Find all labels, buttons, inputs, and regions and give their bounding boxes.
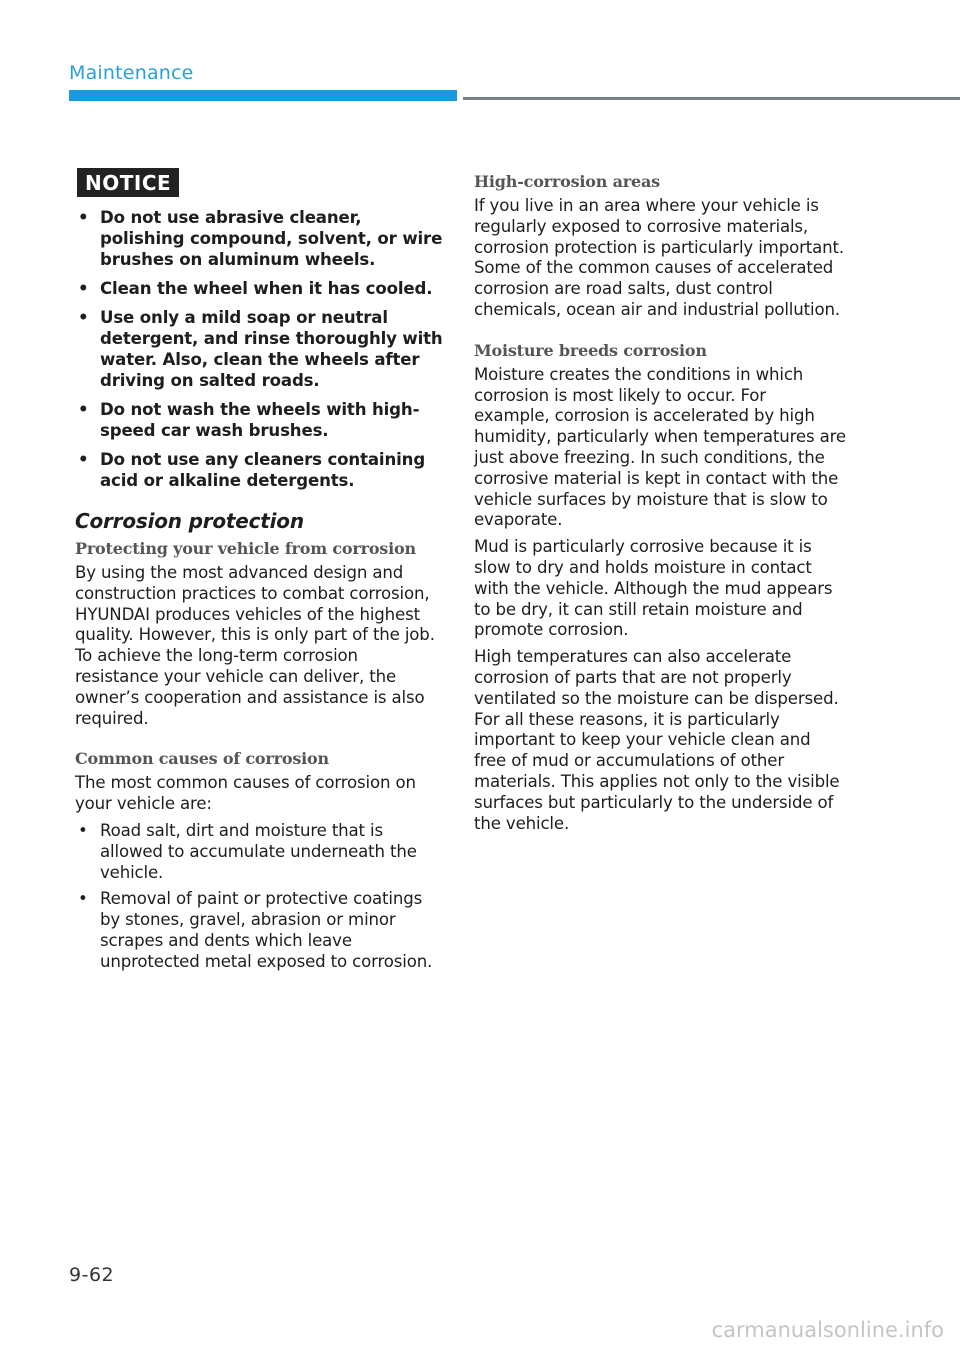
common-causes-intro: The most common causes of corrosion on your vehicle are:	[75, 773, 416, 814]
cause-item: • Removal of paint or protective coatings by stones, gravel, abrasion or minor scrapes and dents which leave unprotected metal exposed to corrosion.	[75, 889, 443, 972]
notice-item: • Clean the wheel when it has cooled.	[75, 278, 443, 299]
moisture-paragraph: Mud is particularly corrosive because it is slow to dry and holds moisture in contact with the vehicle. Although the mud appears to be dry, it can still retain moisture and promote corrosion.	[474, 537, 833, 640]
protecting-paragraph: By using the most advanced design and construction practices to combat corrosion, HYUNDAI produces vehicles of the highest quality. However, this is only part of the job. To achieve the long-term corrosion resistance your vehicle can deliver, the owner’s cooperation and assistance is also required.	[75, 563, 435, 728]
right-column	[474, 172, 846, 840]
corrosion-protection-heading: Corrosion protection	[75, 509, 304, 533]
notice-item: • Do not use abrasive cleaner, polishing compound, solvent, or wire brushes on aluminum wheels.	[75, 207, 443, 270]
spacer	[75, 735, 443, 749]
page-number: 9-62	[69, 1264, 115, 1286]
moisture-paragraph: Moisture creates the conditions in which corrosion is most likely to occur. For example, corrosion is accelerated by high humidity, particularly when temperatures are just above freezing. In such conditions, the corrosive material is kept in contact with the vehicle surfaces by moisture that is slow to evaporate.	[474, 364, 846, 530]
common-causes-heading: Common causes of corrosion	[75, 749, 329, 769]
left-column	[75, 168, 443, 979]
moisture-heading: Moisture breeds corrosion	[474, 340, 707, 360]
notice-list	[75, 207, 443, 491]
watermark: carmanualsonline.info	[711, 1318, 944, 1342]
header-divider-rule	[463, 97, 960, 100]
spacer	[474, 327, 846, 341]
moisture-paragraph: High temperatures can also accelerate corrosion of parts that are not properly ventilated so the moisture can be dispersed. For all these reasons, it is particularly important to keep your vehicle clean and free of mud or accumulations of other materials. This applies not only to the visible surfaces but particularly to the underside of the vehicle.	[474, 647, 840, 833]
protecting-heading: Protecting your vehicle from corrosion	[75, 539, 416, 558]
section-title: Maintenance	[69, 62, 194, 84]
header-accent-rule	[69, 90, 457, 101]
notice-item: • Do not use any cleaners containing acid or alkaline detergents.	[75, 449, 443, 491]
notice-item: • Do not wash the wheels with high-speed car wash brushes.	[75, 399, 443, 441]
notice-badge: NOTICE	[77, 168, 179, 197]
high-corrosion-paragraph: If you live in an area where your vehicle is regularly exposed to corrosive materials, corrosion protection is particularly important. Some of the common causes of accelerated corrosion are road salts, dust control chemicals, ocean air and industrial pollution.	[474, 196, 844, 319]
notice-item: • Use only a mild soap or neutral detergent, and rinse thoroughly with water. Also, clean the wheels after driving on salted roads.	[75, 307, 443, 391]
cause-item: • Road salt, dirt and moisture that is allowed to accumulate underneath the vehicle.	[75, 821, 443, 883]
high-corrosion-heading: High-corrosion areas	[474, 172, 660, 191]
causes-list	[75, 821, 443, 973]
